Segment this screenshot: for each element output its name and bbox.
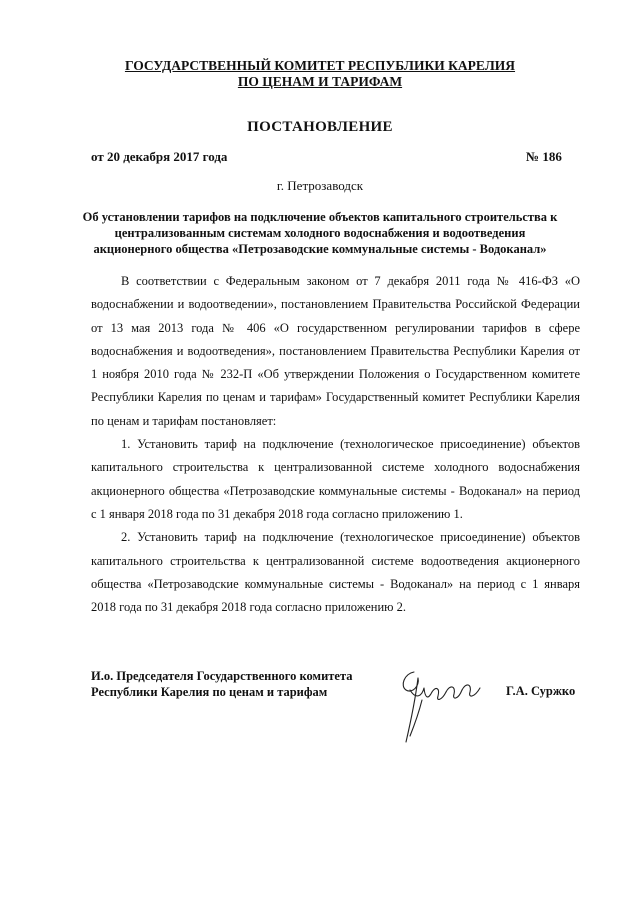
document-subject: Об установлении тарифов на подключение объектов капитального строительства к централизованным системам холодного водоснабжения и водоотведения акционерного общества «Петрозаводские коммунальные системы - Водоканал» <box>82 210 558 256</box>
document-type-heading: ПОСТАНОВЛЕНИЕ <box>247 119 393 135</box>
signatory-name: Г.А. Суржко <box>506 684 576 698</box>
document-date: от 20 декабря 2017 года <box>91 149 228 164</box>
signatory-title-line-2: Республики Карелия по ценам и тарифам <box>91 685 328 699</box>
document-body <box>91 270 580 619</box>
body-paragraph-item-2: 2. Установить тариф на подключение (технологическое присоединение) объектов капитального строительства к централизованной системе водоотведения акционерного общества «Петрозаводские коммунальные системы - Водоканал» на период с 1 января 2018 года по 31 декабря 2018 года согласно приложению 2. <box>91 530 580 615</box>
body-paragraph-preamble: В соответствии с Федеральным законом от 7 декабря 2011 года № 416-ФЗ «О водоснабжении и водоотведении», постановлением Правительства Российской Федерации от 13 мая 2013 года № 406 «О государственном регулировании тарифов в сфере водоснабжения и водоотведения», постановлением Правительства Республики Карелия от 1 ноября 2010 года № 232-П «Об утверждении Положения о Государственном комитете Республики Карелия по ценам и тарифам» Государственный комитет Республики Карелия по ценам и тарифам постановляет: <box>91 274 580 428</box>
document-city: г. Петрозаводск <box>276 178 364 193</box>
document-number: № 186 <box>526 149 562 164</box>
handwritten-signature <box>392 660 492 750</box>
body-paragraph-item-1: 1. Установить тариф на подключение (технологическое присоединение) объектов капитального строительства к централизованной системе холодного водоснабжения акционерного общества «Петрозаводские коммунальные системы - Водоканал» на период с 1 января 2018 года по 31 декабря 2018 года согласно приложению 1. <box>91 437 580 521</box>
organization-name-line-1: ГОСУДАРСТВЕННЫЙ КОМИТЕТ РЕСПУБЛИКИ КАРЕЛИЯ <box>124 58 516 73</box>
organization-name-line-2: ПО ЦЕНАМ И ТАРИФАМ <box>237 74 403 89</box>
signatory-title <box>91 668 391 700</box>
signatory-title-line-1: И.о. Председателя Государственного комитета <box>91 669 353 683</box>
